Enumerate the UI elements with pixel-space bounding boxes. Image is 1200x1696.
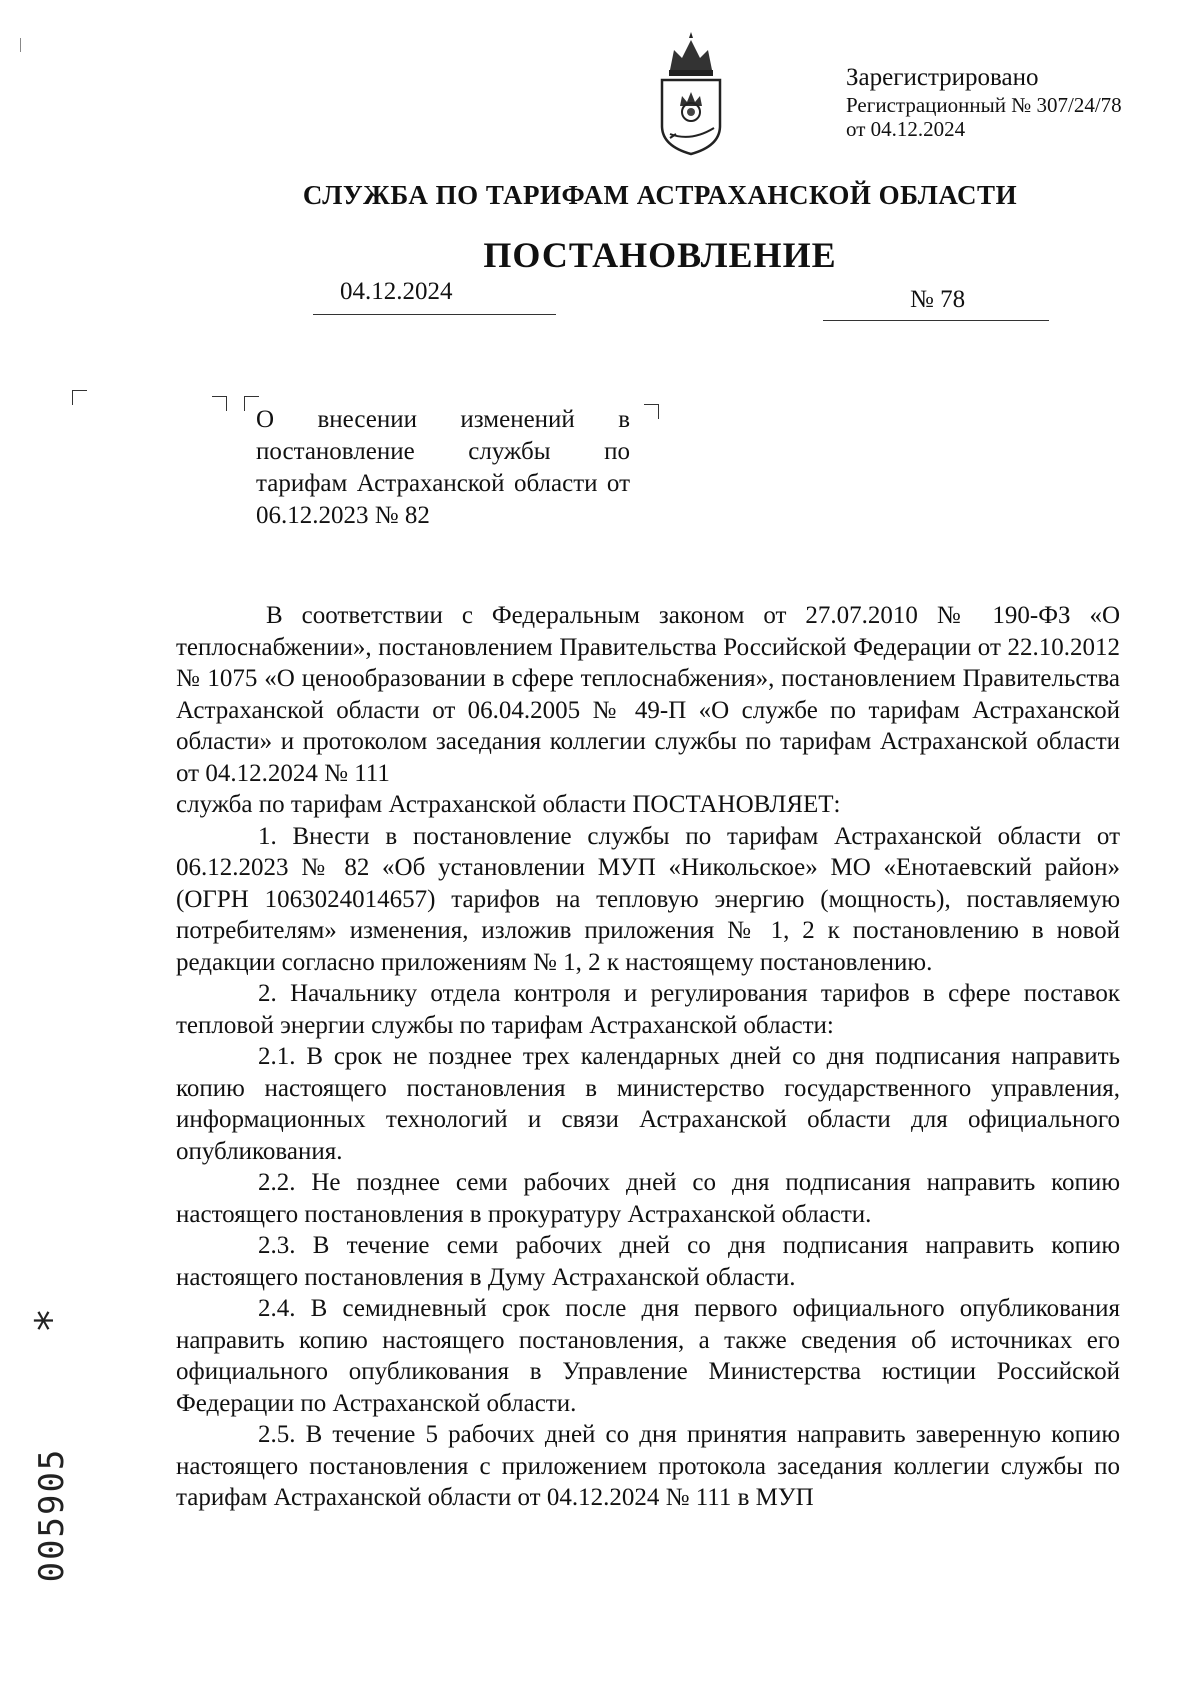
- resolves-line: служба по тарифам Астраханской области ПОСТАНОВЛЯЕТ:: [176, 791, 841, 818]
- registration-number: Регистрационный № 307/24/78: [846, 92, 1122, 117]
- side-star-mark: *: [26, 1310, 75, 1331]
- organization-name: СЛУЖБА ПО ТАРИФАМ АСТРАХАНСКОЙ ОБЛАСТИ: [302, 180, 1018, 210]
- preamble-paragraph: В соответствии с Федеральным законом от 27.07.2010 № 190-ФЗ «О теплоснабжении», постановлением Правительства Российской Федерации от 22.10.2012 № 1075 «О ценообразовании в сфере теплоснабжения», постановлением Правительства Астраханской области от 06.04.2005 № 49-П «О службе по тарифам Астраханской области» и протоколом заседания коллегии службы по тарифам Астраханской области от 04.12.2024 № 111: [176, 602, 1120, 787]
- clause-2: 2. Начальнику отдела контроля и регулирования тарифов в сфере поставок тепловой энергии службы по тарифам Астраханской области:: [176, 980, 1120, 1039]
- coat-of-arms-icon: [656, 30, 726, 156]
- corner-mark: [72, 390, 87, 405]
- clause-1: 1. Внести в постановление службы по тарифам Астраханской области от 06.12.2023 № 82 «Об установлении МУП «Никольское» МО «Енотаевский район» (ОГРН 1063024014657) тарифов на тепловую энергию (мощность), поставляемую потребителям» изменения, изложив приложения № 1, 2 к постановлению в новой редакции согласно приложениям № 1, 2 к настоящему постановлению.: [176, 822, 1120, 976]
- clause-2-3: 2.3. В течение семи рабочих дней со дня подписания направить копию настоящего постановления в Думу Астраханской области.: [176, 1232, 1120, 1291]
- registration-stamp: [846, 64, 1122, 141]
- scan-mark: [20, 38, 21, 52]
- registration-date: от 04.12.2024: [846, 116, 966, 141]
- number-underline: [823, 320, 1049, 321]
- clause-2-5: 2.5. В течение 5 рабочих дней со дня принятия направить заверенную копию настоящего постановления с приложением протокола заседания коллегии службы по тарифам Астраханской области от 04.12.2024 № 111 в МУП: [176, 1421, 1120, 1511]
- clause-2-1: 2.1. В срок не позднее трех календарных дней со дня подписания направить копию настоящего постановления в министерство государственного управления, информационных технологий и связи Астраханской области для официального опубликования.: [176, 1043, 1120, 1165]
- date-underline: [313, 314, 556, 315]
- corner-mark: [212, 396, 227, 411]
- registration-label: Зарегистрировано: [846, 64, 1039, 91]
- clause-2-4: 2.4. В семидневный срок после дня первого официального опубликования направить копию настоящего постановления, а также сведения об источниках его официального опубликования в Управление Министерства юстиции Российской Федерации по Астраханской области.: [176, 1295, 1120, 1417]
- clause-2-2: 2.2. Не позднее семи рабочих дней со дня подписания направить копию настоящего постановления в прокуратуру Астраханской области.: [176, 1169, 1120, 1228]
- side-serial-text: 005905: [32, 1447, 72, 1583]
- document-date: 04.12.2024: [340, 278, 453, 305]
- side-serial-number: [22, 1410, 82, 1620]
- corner-mark: [644, 404, 659, 419]
- document-subject: О внесении изменений в постановление службы по тарифам Астраханской области от 06.12.2023 № 82: [256, 406, 630, 529]
- document-number: № 78: [910, 286, 966, 313]
- document-type: ПОСТАНОВЛЕНИЕ: [483, 235, 837, 275]
- document-body: [176, 600, 1120, 1514]
